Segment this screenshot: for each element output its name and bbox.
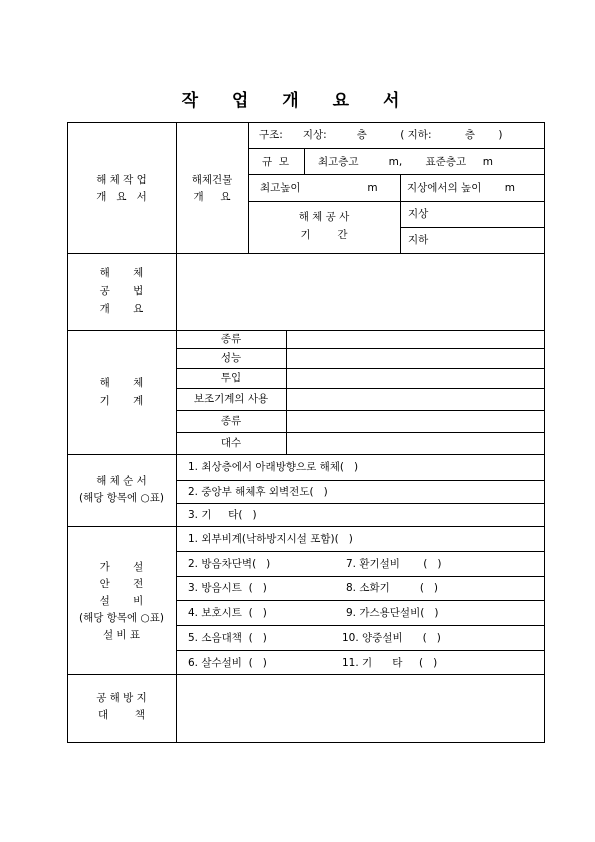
divider bbox=[176, 348, 545, 349]
divider bbox=[176, 576, 545, 577]
overview-label-line2: 개 요 서 bbox=[96, 191, 147, 203]
safety-label-line: 설 비 bbox=[99, 595, 144, 607]
divider bbox=[400, 227, 545, 228]
divider bbox=[176, 368, 545, 369]
safety-option: 3. 방음시트 ( ) bbox=[188, 582, 267, 594]
divider bbox=[67, 253, 545, 254]
machine-row-label: 대수 bbox=[220, 437, 242, 449]
divider bbox=[176, 432, 545, 433]
machine-row-label: 종류 bbox=[220, 415, 242, 427]
pollution-label-line2: 대 책 bbox=[98, 709, 145, 721]
machine-row-label: 보조기계의 사용 bbox=[193, 393, 269, 405]
structure-field: 구조: 지상: 층 ( 지하: 층 ) bbox=[259, 129, 503, 141]
safety-option: 11. 기 타 ( ) bbox=[342, 657, 438, 669]
period-label-line1: 해 체 공 사 bbox=[298, 211, 350, 223]
order-option: 1. 최상층에서 아래방향으로 해체( ) bbox=[188, 461, 359, 473]
machine-label-line1: 해 체 bbox=[99, 377, 144, 389]
divider bbox=[67, 526, 545, 527]
ground-height-field: 지상에서의 높이 m bbox=[407, 182, 515, 194]
building-label-line2: 개 요 bbox=[193, 191, 231, 203]
above-ground-label: 지상 bbox=[408, 208, 429, 220]
divider bbox=[176, 600, 545, 601]
divider bbox=[176, 480, 545, 481]
order-label-line2: (해당 항목에 ○표) bbox=[79, 492, 164, 504]
divider bbox=[67, 674, 545, 675]
safety-option: 7. 환기설비 ( ) bbox=[346, 558, 442, 570]
divider bbox=[248, 201, 545, 202]
document-title: 작 업 개 요 서 bbox=[181, 91, 414, 111]
scale-label: 규 모 bbox=[262, 156, 289, 168]
machine-row-label: 종류 bbox=[220, 333, 242, 345]
safety-option: 1. 외부비계(낙하방지시설 포함)( ) bbox=[188, 533, 353, 545]
divider bbox=[67, 330, 545, 331]
order-label-line1: 해 체 순 서 bbox=[96, 475, 147, 487]
scale-value: 최고층고 m, 표준층고 m bbox=[318, 156, 494, 168]
divider bbox=[176, 503, 545, 504]
below-ground-label: 지하 bbox=[408, 234, 429, 246]
divider bbox=[248, 174, 545, 175]
building-label-line1: 해체건물 bbox=[191, 174, 233, 186]
safety-option: 5. 소음대책 ( ) bbox=[188, 632, 267, 644]
method-label-line1: 해 체 bbox=[99, 267, 144, 279]
safety-option: 4. 보호시트 ( ) bbox=[188, 607, 267, 619]
divider bbox=[400, 174, 401, 253]
divider bbox=[176, 625, 545, 626]
machine-row-label: 투입 bbox=[220, 372, 242, 384]
period-label-line2: 기 간 bbox=[300, 229, 348, 241]
safety-option: 9. 가스용단설비( ) bbox=[346, 607, 439, 619]
safety-label-line: 설 비 표 bbox=[102, 629, 141, 641]
divider bbox=[248, 148, 545, 149]
divider bbox=[176, 551, 545, 552]
divider bbox=[67, 454, 545, 455]
safety-label-line: 가 설 bbox=[99, 561, 144, 573]
machine-label-line2: 기 계 bbox=[99, 395, 144, 407]
method-label-line2: 공 법 bbox=[99, 285, 144, 297]
safety-option: 10. 양중설비 ( ) bbox=[342, 632, 441, 644]
divider bbox=[176, 388, 545, 389]
safety-option: 2. 방음차단벽( ) bbox=[188, 558, 271, 570]
order-option: 3. 기 타( ) bbox=[188, 509, 257, 521]
order-option: 2. 중앙부 해체후 외벽전도( ) bbox=[188, 486, 328, 498]
safety-option: 8. 소화기 ( ) bbox=[346, 582, 439, 594]
machine-row-label: 성능 bbox=[220, 352, 242, 364]
divider bbox=[176, 650, 545, 651]
overview-label-line1: 해 체 작 업 bbox=[96, 174, 147, 186]
method-label-line3: 개 요 bbox=[99, 303, 144, 315]
safety-label-line: 안 전 bbox=[99, 578, 144, 590]
max-height-field: 최고높이 m bbox=[260, 182, 378, 194]
safety-option: 6. 살수설비 ( ) bbox=[188, 657, 267, 669]
divider bbox=[176, 410, 545, 411]
pollution-label-line1: 공 해 방 지 bbox=[96, 692, 147, 704]
safety-label-line: (해당 항목에 ○표) bbox=[79, 612, 164, 624]
divider bbox=[304, 148, 305, 174]
